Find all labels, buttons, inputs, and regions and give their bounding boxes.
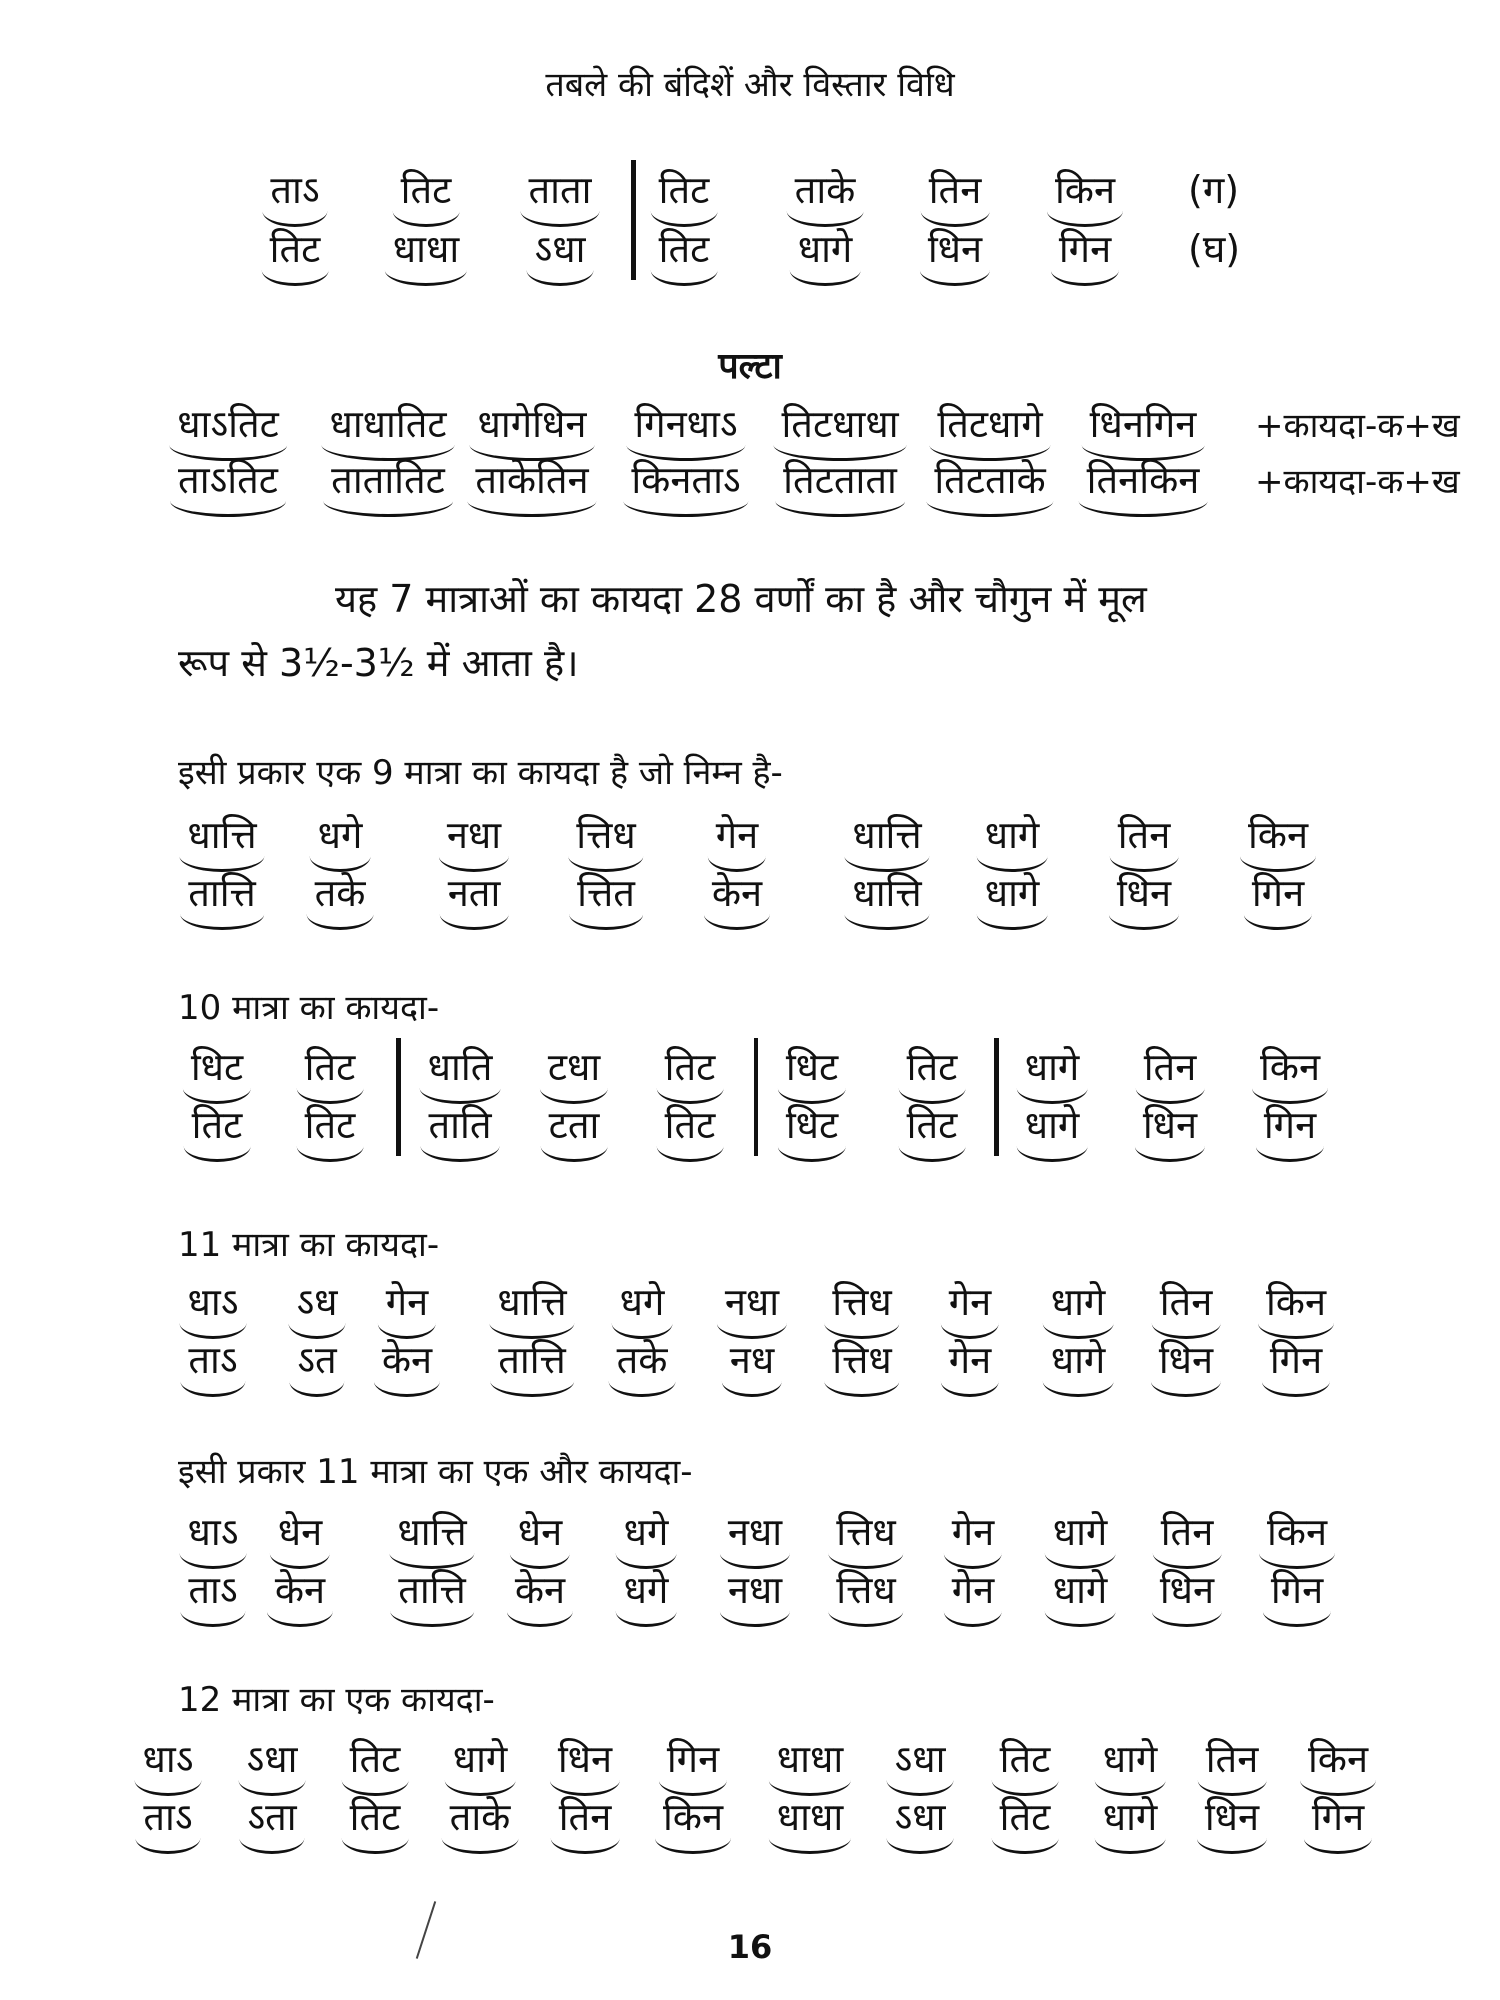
- bol: धागे: [1045, 1505, 1116, 1569]
- bol: धिन: [1109, 866, 1179, 930]
- bol: केन: [704, 866, 770, 930]
- bol: तिन: [551, 1790, 620, 1854]
- bol: ताके: [787, 163, 864, 227]
- bol: धिट: [778, 1040, 846, 1104]
- bol: नधा: [439, 808, 509, 872]
- bol: ताऽतिट: [170, 453, 286, 517]
- bol: तिट: [342, 1732, 409, 1796]
- bol: धाति: [420, 1040, 501, 1104]
- palta-suffix: +कायदा-क+ख: [1255, 406, 1460, 446]
- bol: नधा: [720, 1505, 790, 1569]
- bol: गेन: [944, 1563, 1002, 1627]
- bol: धागे: [1017, 1098, 1088, 1162]
- bol: धागे: [790, 222, 861, 286]
- bol-row: [0, 808, 1500, 868]
- bol: धाधा: [769, 1790, 851, 1854]
- bol: ताति: [420, 1098, 499, 1162]
- bol: किन: [1252, 1040, 1328, 1104]
- bol: ताऽ: [135, 1790, 200, 1854]
- bol: गिन: [1263, 1563, 1331, 1627]
- bol: धिन: [1135, 1098, 1205, 1162]
- bol: ऽधा: [239, 1732, 306, 1796]
- bol: धाऽ: [180, 1505, 247, 1569]
- section-divider: [754, 1038, 758, 1156]
- bol: धात्ति: [389, 1505, 474, 1569]
- bol-row: [0, 1333, 1500, 1393]
- bol: धिन: [1197, 1790, 1267, 1854]
- bol-row: [0, 1790, 1500, 1850]
- bol: ऽधा: [887, 1790, 954, 1854]
- bol-row: [0, 1732, 1500, 1792]
- bol: तिन: [1152, 1275, 1221, 1339]
- bol: त्तिध: [828, 1505, 903, 1569]
- palta-suffix: +कायदा-क+ख: [1255, 462, 1460, 502]
- bol: किनताऽ: [623, 453, 748, 517]
- bol: तिन: [1110, 808, 1179, 872]
- bol: धागेधिन: [470, 397, 595, 461]
- bol: धात्ति: [844, 808, 929, 872]
- bol: तिट: [342, 1790, 409, 1854]
- section-divider: [631, 160, 636, 280]
- bol: केन: [507, 1563, 573, 1627]
- paragraph-line: यह 7 मात्राओं का कायदा 28 वर्णों का है और चौगुन में मूल: [335, 577, 1147, 621]
- bol: केन: [374, 1333, 440, 1397]
- bol: केन: [267, 1563, 333, 1627]
- bol: तिटधागे: [929, 397, 1050, 461]
- bol: धागे: [1045, 1563, 1116, 1627]
- bol: तिट: [657, 1040, 724, 1104]
- bol: धगे: [616, 1505, 677, 1569]
- bol: किन: [1258, 1275, 1334, 1339]
- bol-row: [0, 1098, 1500, 1158]
- bol: तिट: [992, 1732, 1059, 1796]
- bol: धगे: [310, 808, 371, 872]
- bol: धिनगिन: [1082, 397, 1205, 461]
- bol: तिट: [393, 163, 460, 227]
- bol: तात्ति: [390, 1563, 474, 1627]
- bol: त्तिध: [828, 1563, 903, 1627]
- bol: गेन: [941, 1333, 999, 1397]
- section-divider: [396, 1038, 401, 1156]
- bol: धागे: [445, 1732, 516, 1796]
- bol: किन: [1047, 163, 1123, 227]
- row-marker: (ग): [1188, 168, 1240, 212]
- bol: त्तिध: [824, 1275, 899, 1339]
- section-heading: इसी प्रकार एक 9 मात्रा का कायदा है जो निम्न है-: [178, 753, 783, 793]
- bol-row: [0, 163, 1500, 223]
- bol: किन: [655, 1790, 731, 1854]
- bol: धाऽ: [135, 1732, 202, 1796]
- bol: ताऽ: [180, 1563, 245, 1627]
- bol: त्तित: [569, 866, 643, 930]
- bol-row: [0, 453, 1500, 513]
- bol: धागे: [1017, 1040, 1088, 1104]
- section-heading: 12 मात्रा का एक कायदा-: [178, 1680, 495, 1720]
- bol: धाऽ: [180, 1275, 247, 1339]
- section-heading: 11 मात्रा का कायदा-: [178, 1225, 440, 1265]
- palta-heading: पल्टा: [718, 346, 782, 387]
- bol: धिन: [550, 1732, 620, 1796]
- bol: धागे: [977, 866, 1048, 930]
- bol: धाधा: [385, 222, 467, 286]
- bol: धागे: [977, 808, 1048, 872]
- bol: ताता: [520, 163, 599, 227]
- bol: धगे: [616, 1563, 677, 1627]
- bol: तिट: [262, 222, 329, 286]
- bol: तिनकिन: [1079, 453, 1208, 517]
- bol: तातातिट: [323, 453, 453, 517]
- bol: धेन: [510, 1505, 570, 1569]
- bol: तिट: [184, 1098, 251, 1162]
- bol-row: [0, 1505, 1500, 1565]
- bol: तिटधाधा: [773, 397, 906, 461]
- bol: तिट: [651, 163, 718, 227]
- row-marker: (घ): [1188, 227, 1241, 271]
- bol: नध: [722, 1333, 782, 1397]
- bol: धात्ति: [844, 866, 929, 930]
- bol: नधा: [717, 1275, 787, 1339]
- bol: ताऽ: [262, 163, 327, 227]
- bol: ऽत: [289, 1333, 344, 1397]
- bol: तिटताके: [926, 453, 1053, 517]
- bol: गिन: [1256, 1098, 1324, 1162]
- bol: धेन: [270, 1505, 330, 1569]
- bol: गेन: [944, 1505, 1002, 1569]
- bol: ऽधा: [887, 1732, 954, 1796]
- bol: ऽता: [239, 1790, 304, 1854]
- bol: तिटताता: [775, 453, 905, 517]
- bol: गेन: [708, 808, 766, 872]
- bol: धिन: [1152, 1563, 1222, 1627]
- bol: ऽध: [288, 1275, 345, 1339]
- bol: धाधातिट: [321, 397, 454, 461]
- bol-row: [0, 1563, 1500, 1623]
- bol: धात्ति: [179, 808, 264, 872]
- bol: त्तिध: [824, 1333, 899, 1397]
- paragraph-line: रूप से 3½-3½ में आता है।: [178, 641, 579, 685]
- bol: धिट: [778, 1098, 846, 1162]
- bol: ताकेतिन: [467, 453, 596, 517]
- bol: धिन: [1151, 1333, 1221, 1397]
- bol: ऽधा: [527, 222, 594, 286]
- bol: तिट: [992, 1790, 1059, 1854]
- bol: टता: [541, 1098, 608, 1162]
- bol: तिन: [1136, 1040, 1205, 1104]
- bol: तके: [609, 1333, 676, 1397]
- bol: तिट: [297, 1040, 364, 1104]
- bol: ताऽ: [180, 1333, 245, 1397]
- bol: नधा: [720, 1563, 790, 1627]
- bol: गेन: [941, 1275, 999, 1339]
- bol: तिन: [1153, 1505, 1222, 1569]
- page-number: 16: [727, 1928, 773, 1966]
- bol: धात्ति: [489, 1275, 574, 1339]
- bol: धागे: [1043, 1275, 1114, 1339]
- bol: धिट: [183, 1040, 251, 1104]
- section-heading: 10 मात्रा का कायदा-: [178, 988, 440, 1028]
- bol: गिन: [1262, 1333, 1330, 1397]
- bol: तिट: [651, 222, 718, 286]
- bol: किन: [1300, 1732, 1376, 1796]
- section-heading: इसी प्रकार 11 मात्रा का एक और कायदा-: [178, 1452, 693, 1492]
- bol-row: [0, 1275, 1500, 1335]
- bol-row: [0, 397, 1500, 457]
- bol: धागे: [1095, 1732, 1166, 1796]
- bol: तिन: [1198, 1732, 1267, 1796]
- bol: तात्ति: [490, 1333, 574, 1397]
- bol: तिट: [657, 1098, 724, 1162]
- bol: किन: [1259, 1505, 1335, 1569]
- running-header: तबले की बंदिशें और विस्तार विधि: [545, 65, 955, 105]
- bol: तिट: [899, 1040, 966, 1104]
- bol: धागे: [1095, 1790, 1166, 1854]
- bol: धाधा: [769, 1732, 851, 1796]
- bol: नता: [440, 866, 509, 930]
- bol: किन: [1240, 808, 1316, 872]
- bol-row: [0, 866, 1500, 926]
- section-divider: [994, 1038, 999, 1156]
- bol: धगे: [612, 1275, 673, 1339]
- bol: त्तिध: [568, 808, 643, 872]
- bol: तात्ति: [180, 866, 264, 930]
- bol: धिन: [920, 222, 990, 286]
- bol: गिन: [659, 1732, 727, 1796]
- bol-row: [0, 1040, 1500, 1100]
- bol: गिन: [1051, 222, 1119, 286]
- bol: गेन: [378, 1275, 436, 1339]
- bol: तके: [307, 866, 374, 930]
- bol-row: [0, 222, 1500, 282]
- bol: तिट: [899, 1098, 966, 1162]
- bol: धागे: [1043, 1333, 1114, 1397]
- bol: तिट: [297, 1098, 364, 1162]
- bol: गिन: [1304, 1790, 1372, 1854]
- bol: टधा: [540, 1040, 608, 1104]
- bol: गिनधाऽ: [626, 397, 745, 461]
- bol: तिन: [921, 163, 990, 227]
- bol: गिन: [1244, 866, 1312, 930]
- bol: धाऽतिट: [169, 397, 287, 461]
- bol: ताके: [442, 1790, 519, 1854]
